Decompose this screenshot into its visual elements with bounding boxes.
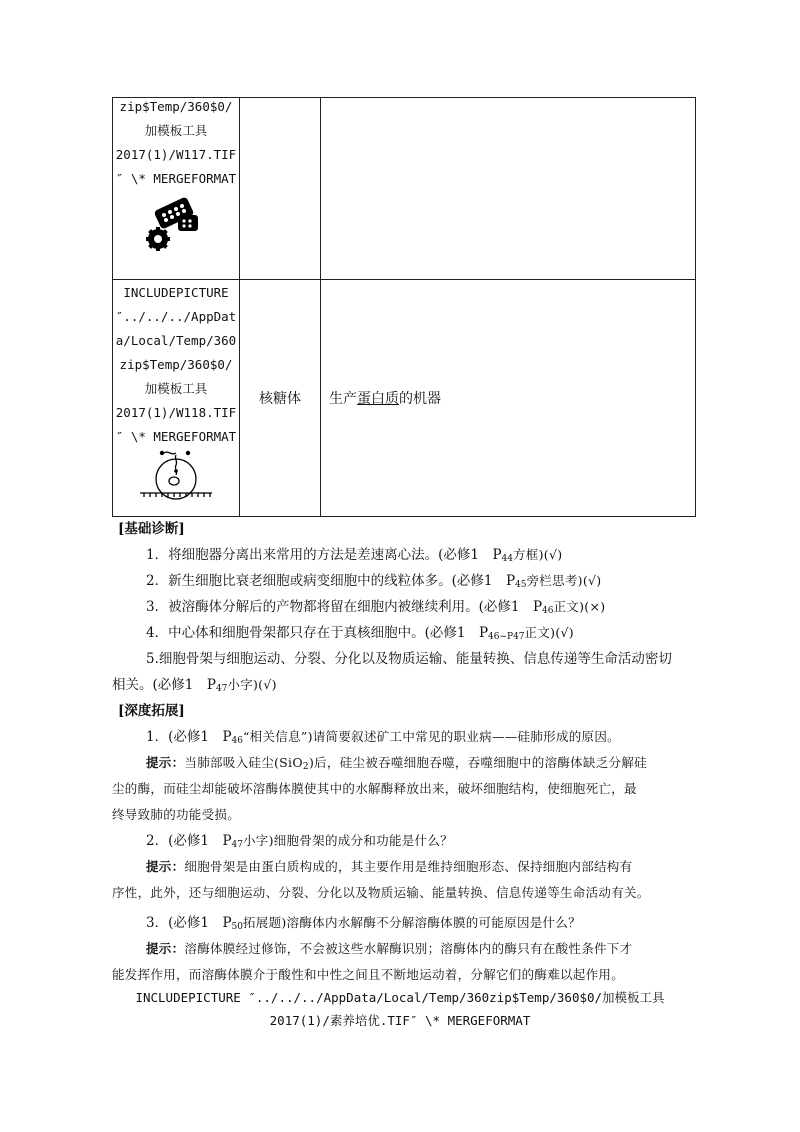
function-cell: 生产蛋白质的机器 (321, 280, 696, 517)
answer-1-line: 终导致肺的功能受损。 (112, 807, 241, 822)
list-item-continued: 相关。(必修1 $P_{47}$小字)(√) (112, 677, 277, 694)
function-cell (321, 98, 696, 280)
table-row (113, 98, 696, 280)
answer-3: 提示：溶酶体膜经过修饰，不会被这些水解酶识别；溶酶体内的酶只有在酸性条件下才 (146, 941, 633, 956)
table-row (113, 280, 696, 517)
question-3: 3．(必修1 $P_{50}$拓展题)溶酶体内水解酶不分解溶酶体膜的可能原因是什么？ (146, 915, 581, 932)
list-item: 2．新生细胞比衰老细胞或病变细胞中的线粒体多。(必修1 $P_{45}$旁栏思考)(√) (146, 573, 602, 590)
field-code-footer: 2017(1)/素养培优.TIF″ \* MERGEFORMAT (269, 1013, 531, 1028)
answer-1-line: 尘的酶，而硅尘却能破坏溶酶体膜使其中的水解酶释放出来，破坏细胞结构，使细胞死亡，最 (112, 781, 637, 796)
list-item: 5.细胞骨架与细胞运动、分裂、分化以及物质运输、能量转换、信息传递等生命活动密切 (146, 651, 672, 667)
list-item: 3．被溶酶体分解后的产物都将留在细胞内被继续利用。(必修1 $P_{46}$正文)(×) (146, 599, 606, 616)
field-code: INCLUDEPICTURE ″../../../AppDat a/Local/Temp/360 zip$Temp/360$0/ 加模板工具 2017(1)/W118.TIF ″ \* MERGEFORMAT (115, 285, 237, 444)
field-code: zip$Temp/360$0/ 加模板工具 2017(1)/W117.TIF ″ \* MERGEFORMAT (115, 99, 237, 186)
organelle-name-cell: 核糖体 (240, 280, 321, 517)
organelle-name-cell (240, 98, 321, 280)
image-cell (113, 280, 240, 517)
question-1: 1．(必修1 $P_{46}“$相关信息”)请简要叙述矿工中常见的职业病——硅肺形成的原因。 (146, 729, 620, 746)
answer-2: 提示：细胞骨架是由蛋白质构成的，其主要作用是维持细胞形态、保持细胞内部结构有 (146, 859, 633, 874)
image-cell (113, 98, 240, 280)
answer-3-line: 能发挥作用，而溶酶体膜介于酸性和中性之间且不断地运动着，分解它们的酶难以起作用。 (112, 967, 625, 982)
answer-2-line: 序性，此外，还与细胞运动、分裂、分化以及物质运输、能量转换、信息传递等生命活动有关。 (112, 885, 650, 900)
answer-1: 提示：当肺部吸入硅尘(SiO$_2$)后，硅尘被吞噬细胞吞噬，吞噬细胞中的溶酶体缺乏分解硅 (146, 755, 647, 772)
section-heading-deep: [深度拓展] (118, 703, 185, 719)
section-heading-basic: [基础诊断] (118, 521, 185, 537)
field-code-footer: INCLUDEPICTURE ″../../../AppData/Local/Temp/360zip$Temp/360$0/加模板工具 (135, 990, 665, 1005)
centriole-icon (144, 195, 208, 257)
organelle-table (112, 97, 696, 517)
list-item: 1．将细胞器分离出来常用的方法是差速离心法。(必修1 $P_{44}$方框)(√) (146, 547, 563, 564)
question-2: 2．(必修1 $P_{47}$小字)细胞骨架的成分和功能是什么？ (146, 833, 453, 850)
list-item: 4．中心体和细胞骨架都只存在于真核细胞中。(必修1 $P_{46\sim P47}$正文)(√) (146, 625, 574, 642)
ribosome-icon (136, 449, 216, 503)
